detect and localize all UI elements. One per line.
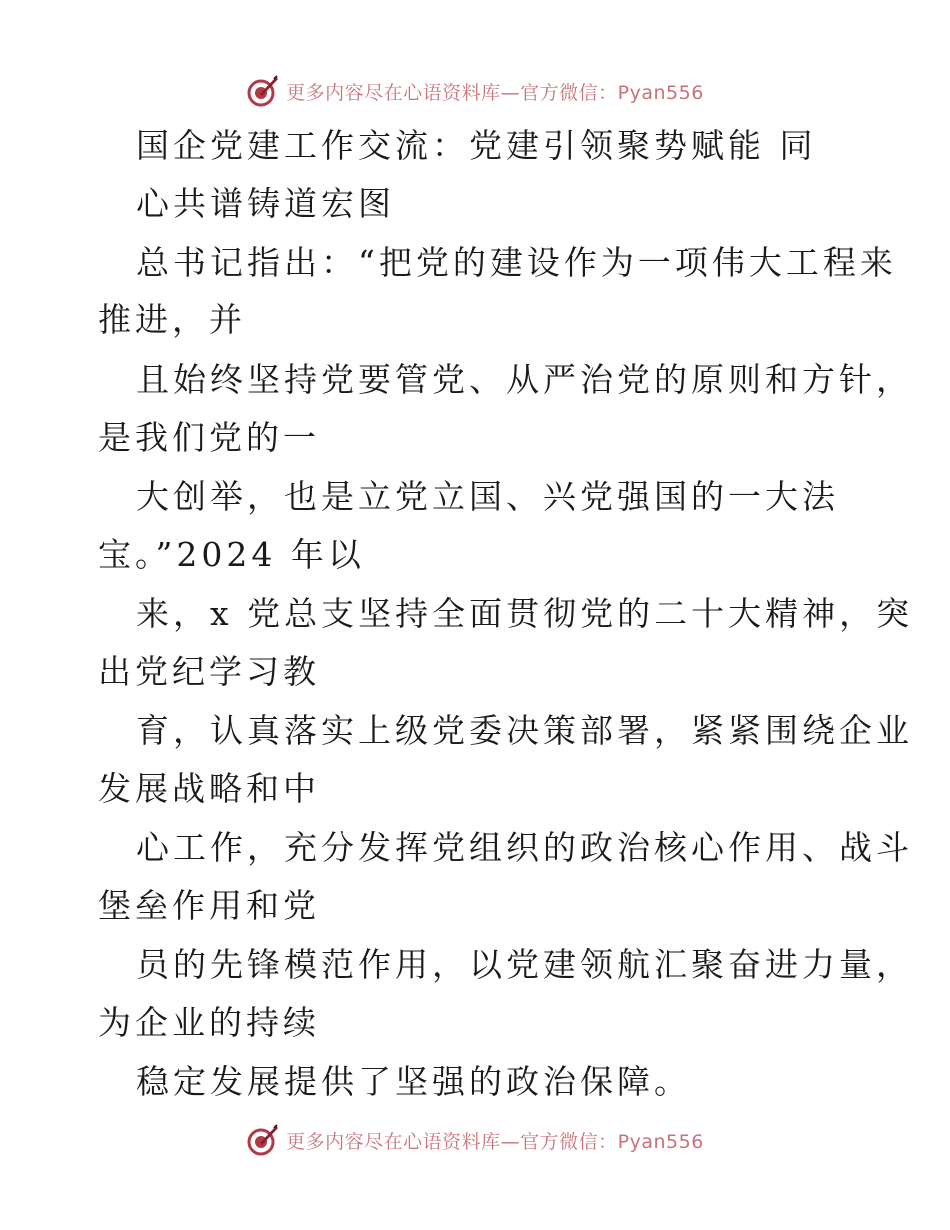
paragraph-line: 堡垒作用和党 xyxy=(98,886,320,925)
paragraph-line: 为企业的持续 xyxy=(98,1003,320,1042)
paragraph-line: 是我们党的一 xyxy=(98,418,320,457)
title-line-2: 心共谱铸道宏图 xyxy=(136,184,395,223)
paragraph-line: 稳定发展提供了坚强的政治保障。 xyxy=(136,1062,691,1101)
footer-banner xyxy=(0,1120,950,1160)
quill-pen-seal-icon xyxy=(246,1123,280,1157)
paragraph-line: 出党纪学习教 xyxy=(98,652,320,691)
title-line-1: 国企党建工作交流：党建引领聚势赋能 同 xyxy=(136,126,817,165)
paragraph-line: 推进，并 xyxy=(98,300,246,339)
banner-text: 更多内容尽在心语资料库—官方微信：Pyan556 xyxy=(286,1130,704,1153)
banner-text: 更多内容尽在心语资料库—官方微信：Pyan556 xyxy=(286,81,704,104)
paragraph-line: 宝。”2024 年以 xyxy=(98,535,365,574)
paragraph-line: 来，x 党总支坚持全面贯彻党的二十大精神，突 xyxy=(136,594,914,633)
paragraph-line: 育，认真落实上级党委决策部署，紧紧围绕企业 xyxy=(136,711,913,750)
paragraph-line: 大创举，也是立党立国、兴党强国的一大法 xyxy=(136,477,839,516)
paragraph-line: 且始终坚持党要管党、从严治党的原则和方针， xyxy=(136,360,913,399)
paragraph-line: 员的先锋模范作用，以党建领航汇聚奋进力量， xyxy=(136,945,913,984)
paragraph-line: 发展战略和中 xyxy=(98,769,320,808)
paragraph-line: 心工作，充分发挥党组织的政治核心作用、战斗 xyxy=(136,828,913,867)
paragraph-line: 总书记指出：“把党的建设作为一项伟大工程来 xyxy=(136,243,897,282)
